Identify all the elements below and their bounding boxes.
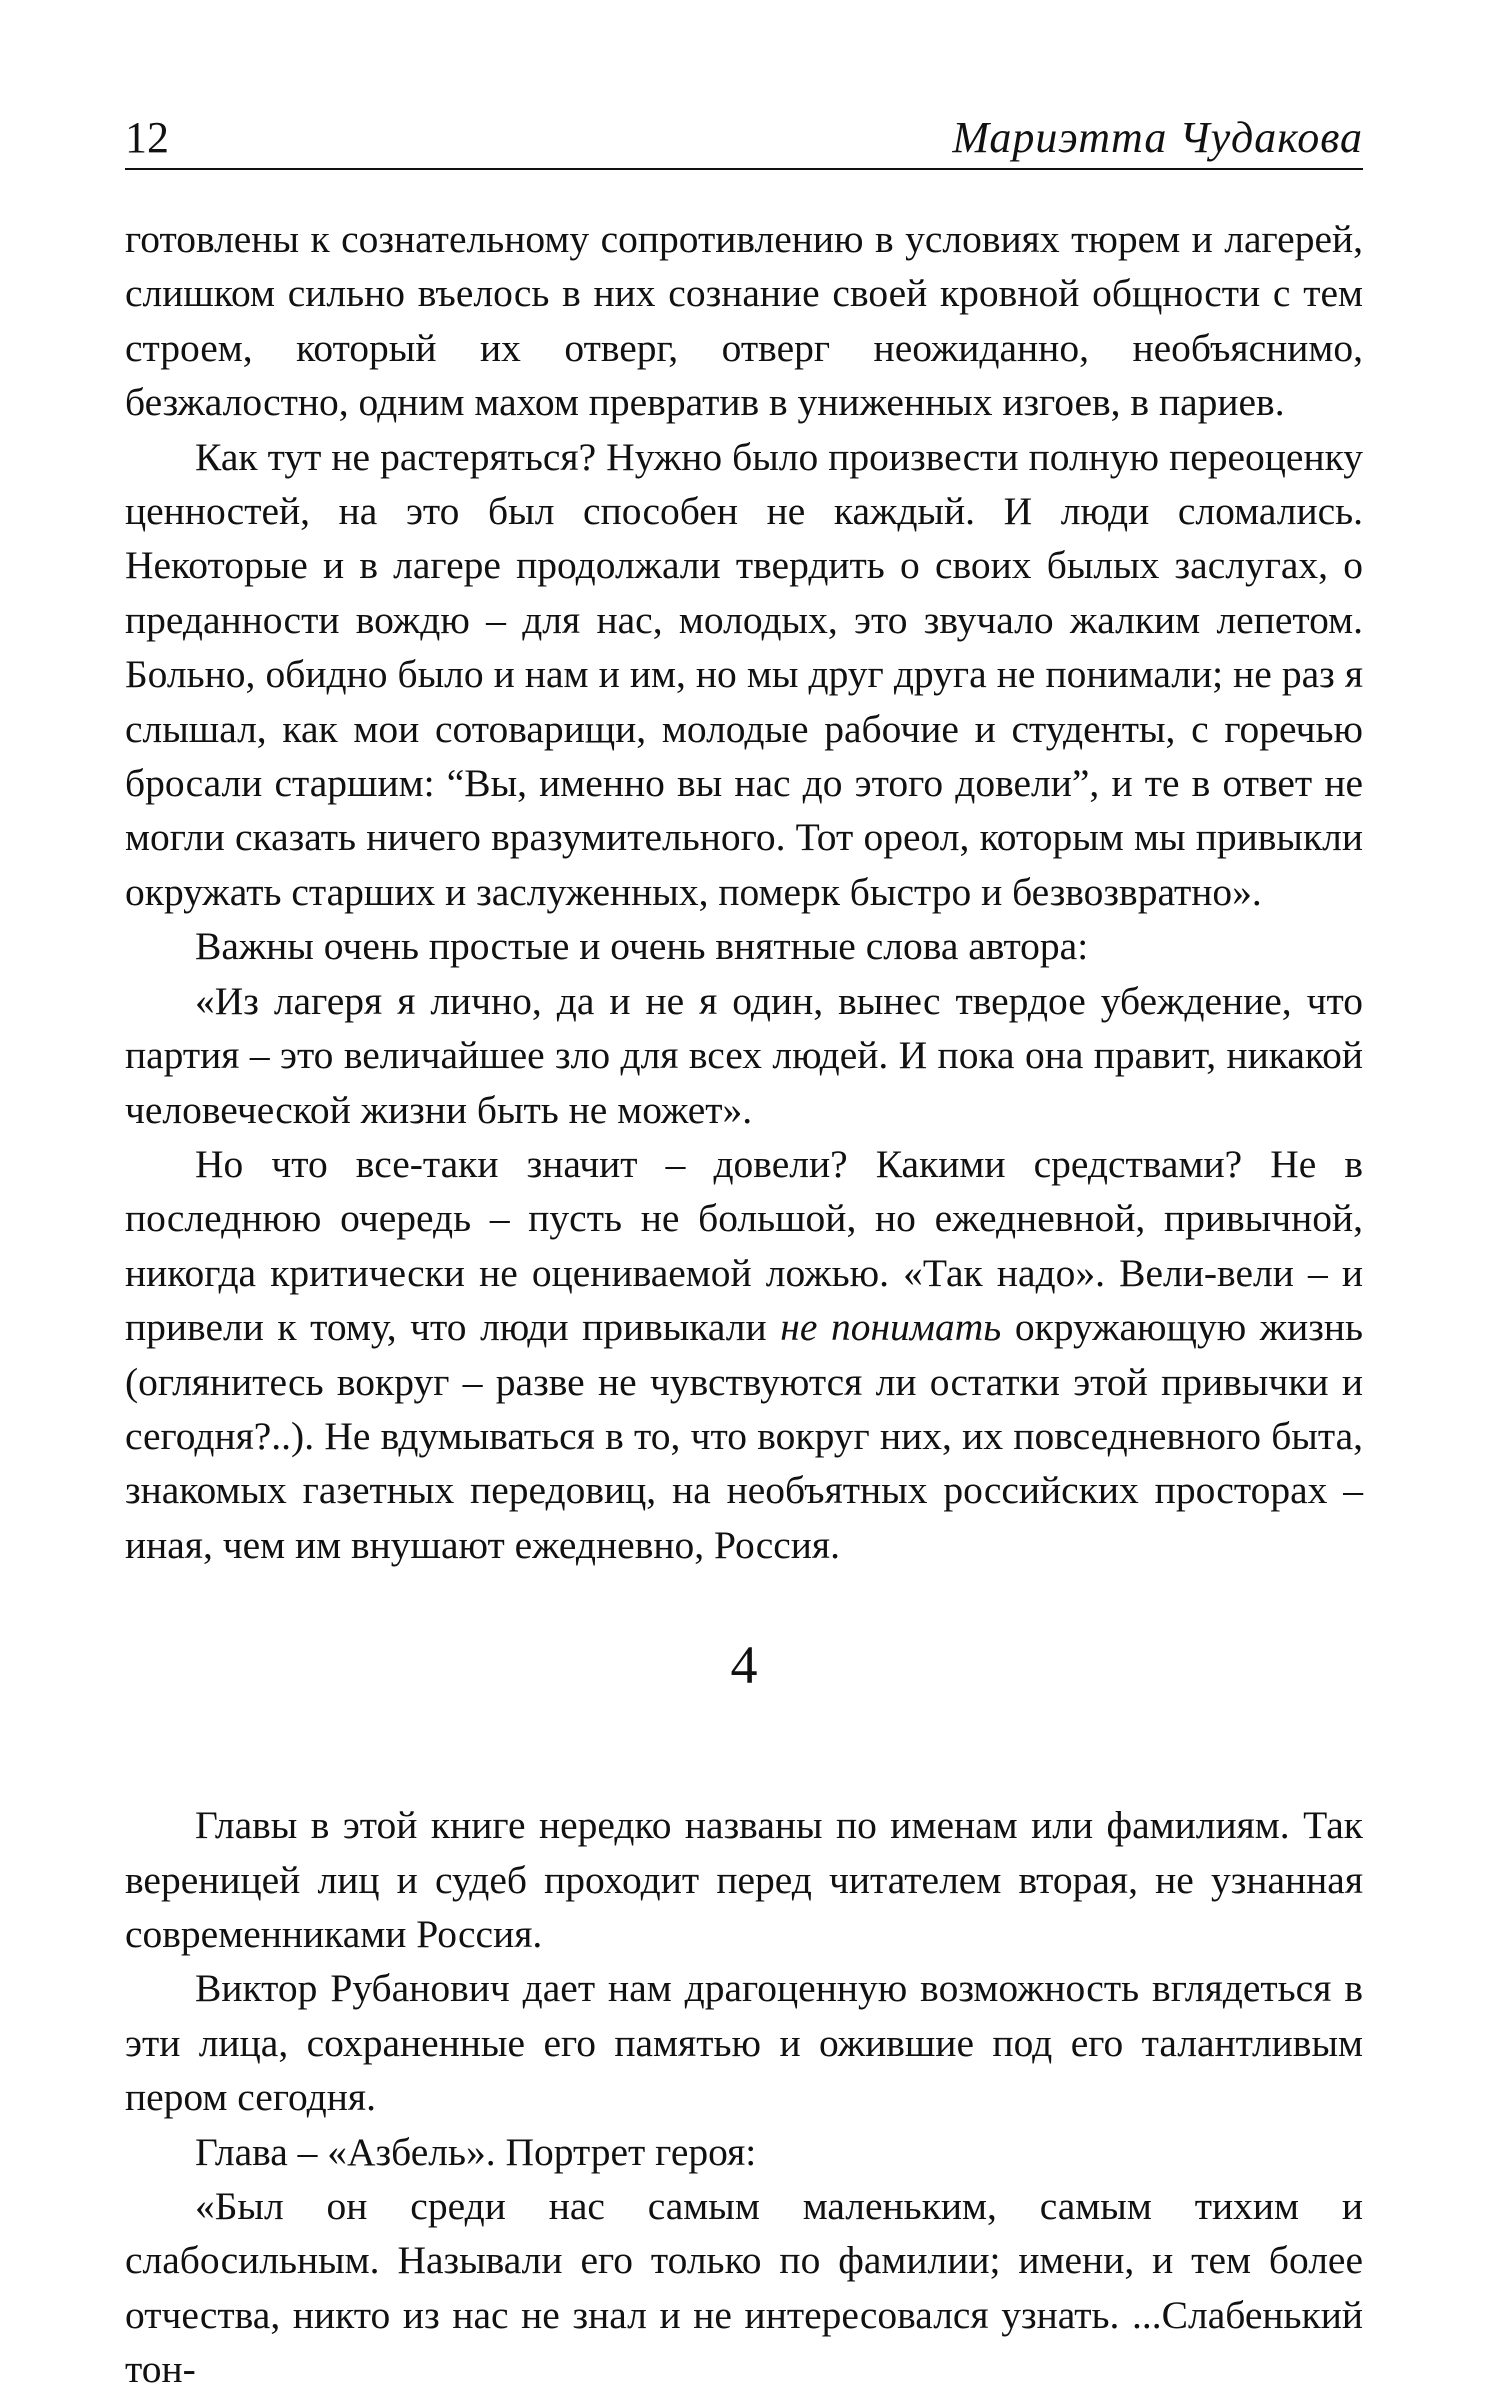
running-head	[125, 108, 1363, 168]
paragraph: Как тут не растеряться? Нужно было произвести полную переоценку ценностей, на это был способен не каждый. И люди сломались. Некоторые и в лагере продолжали твердить о своих былых заслугах, о преданности вождю – для нас, молодых, это звучало жалким лепетом. Больно, обидно было и нам и им, но мы друг друга не понимали; не раз я слышал, как мои сотоварищи, молодые рабочие и студенты, с горечью бросали старшим: “Вы, именно вы нас до этого довели”, и те в ответ не могли сказать ничего вразумительного. Тот ореол, которым мы привыкли окружать старших и заслуженных, померк быстро и безвозвратно».	[125, 434, 1363, 914]
italic-emphasis: не понимать	[780, 1305, 1002, 1350]
paragraph: Главы в этой книге нередко названы по именам или фамилиям. Так вереницей лиц и судеб проходит перед читателем вторая, не узнанная современниками Россия.	[125, 1803, 1363, 1956]
paragraph: Виктор Рубанович дает нам драгоценную возможность вглядеться в эти лица, сохраненные его памятью и ожившие под его талантливым пером сегодня.	[125, 1966, 1363, 2120]
paragraph: готовлены к сознательному сопротивлению в условиях тюрем и лагерей, слишком сильно въелось в них сознание своей кровной общности с тем строем, который их отверг, отверг неожиданно, необъяснимо, безжалостно, одним махом превратив в униженных изгоев, в париев.	[125, 217, 1363, 425]
paragraph-text: Но что все-таки значит – довели? Какими средствами? Не в последнюю очередь – пусть не большой, но ежедневной, привычной, никогда критически не оцениваемой ложью. «Так надо». Вели-вели – и привели к тому, что люди привыкали	[125, 1141, 1363, 1350]
body-text	[125, 212, 1363, 2397]
running-head-author: Мариэтта Чудакова	[952, 113, 1363, 162]
section-number: 4	[730, 1635, 758, 1696]
quote-paragraph: «Был он среди нас самым маленьким, самым тихим и слабосильным. Называли его только по фамилии; имени, и тем более отчества, никто из нас не знал и не интересовался узнать. ...Слабенький тон-	[125, 2184, 1363, 2392]
header-rule	[125, 168, 1363, 170]
quote-paragraph: «Из лагеря я лично, да и не я один, вынес твердое убеждение, что партия – это величайшее зло для всех людей. И пока она правит, никакой человеческой жизни быть не может».	[125, 978, 1363, 1132]
paragraph	[125, 1137, 1363, 1572]
paragraph: Глава – «Азбель». Портрет героя:	[195, 2129, 757, 2174]
paragraph-text: окружающую жизнь (оглянитесь вокруг – разве не чувствуются ли остатки этой привычки и сегодня?..). Не вдумываться в то, что вокруг них, их повседневного быта, знакомых газетных передовиц, на необъятных российских просторах – иная, чем им внушают ежедневно, Россия.	[125, 1305, 1363, 1567]
page-number: 12	[125, 113, 169, 162]
paragraph: Важны очень простые и очень внятные слова автора:	[195, 924, 1089, 969]
